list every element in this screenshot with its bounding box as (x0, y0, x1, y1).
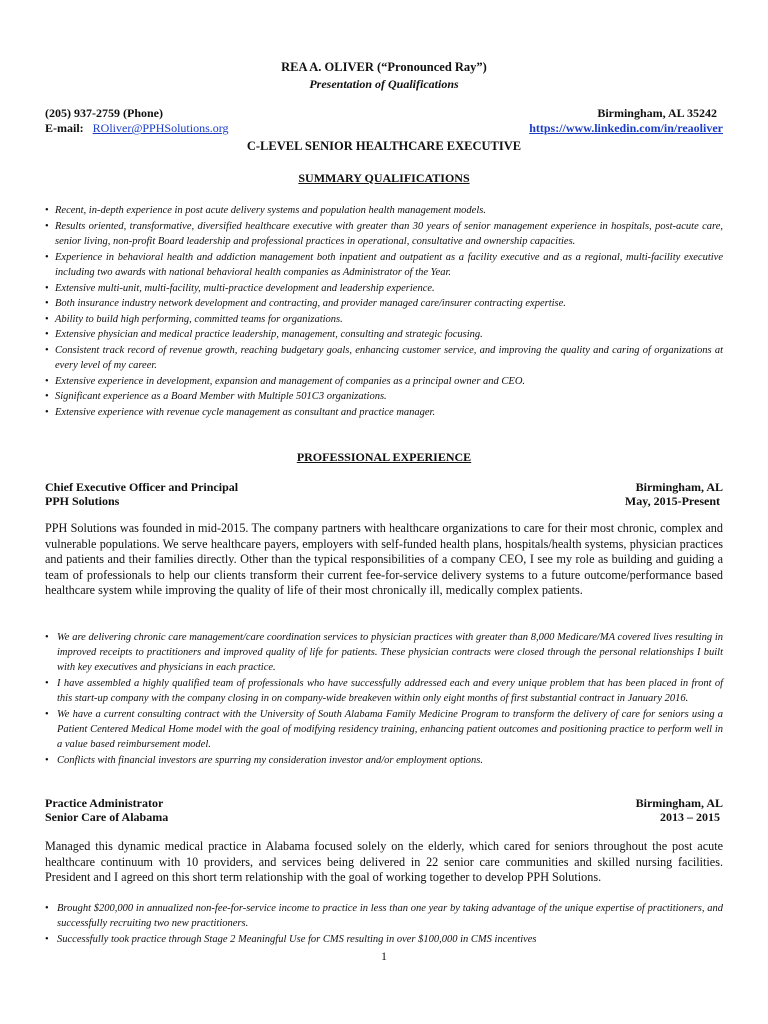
achievement-list (45, 630, 723, 769)
contact-row-phone (45, 106, 723, 121)
bullet-icon: • (45, 375, 49, 387)
bullet-icon: • (45, 329, 49, 340)
job-title: Practice Administrator (45, 796, 164, 810)
bullet-icon: • (45, 755, 49, 766)
job-title: Chief Executive Officer and Principal (45, 480, 239, 494)
bullet-icon: • (45, 298, 49, 309)
list-item: • Recent, in-depth experience in post acute delivery systems and population health management models. (45, 203, 723, 219)
summary-list (45, 203, 723, 420)
candidate-name: REA A. OLIVER (“Pronounced Ray”) (281, 60, 487, 74)
list-item: • Results oriented, transformative, diversified healthcare executive with greater than 30 years of senior management experience in hospitals, post-acute care, senior living, non-profit Board leadership and professional practices in operational, consultative and ownership capacities. (45, 220, 723, 247)
bullet-icon: • (45, 220, 49, 232)
job-title-row (45, 480, 723, 495)
job-company-row (45, 810, 723, 825)
bullet-icon: • (45, 205, 49, 216)
list-item: • Extensive experience in development, expansion and management of companies as a principal owner and CEO. (45, 374, 723, 390)
list-item: • Extensive experience with revenue cycle management as consultant and practice manager. (45, 405, 723, 421)
list-item: • Ability to build high performing, committed teams for organizations. (45, 312, 723, 328)
headline: C-LEVEL SENIOR HEALTHCARE EXECUTIVE (246, 139, 522, 153)
bullet-icon: • (45, 282, 49, 294)
list-item: • Both insurance industry network development and contracting, and provider managed care/insurer contracting expertise. (45, 296, 723, 312)
job-company: PPH Solutions (45, 494, 120, 508)
phone-number: (205) 937-2759 (Phone) (45, 106, 163, 120)
bullet-icon: • (45, 313, 49, 325)
list-item: • Brought $200,000 in annualized non-fee-for-service income to practice in less than one year by taking advantage of the unique expertise of practitioners, and successfully recruiting two new practitioners. (45, 903, 723, 929)
list-item: • Extensive multi-unit, multi-facility, multi-practice development and leadership experience. (45, 281, 723, 297)
list-item: • Conflicts with financial investors are spurring my consideration investor and/or employment options. (45, 755, 484, 766)
job-company: Senior Care of Alabama (45, 810, 169, 824)
page-number: 1 (381, 951, 387, 963)
job-title-row (45, 796, 723, 811)
achievement-list (45, 901, 723, 948)
list-item: • We have a current consulting contract with the University of South Alabama Family Medicine Program to transform the delivery of care for seniors using a Patient Centered Medical Home model with the goal of modifying residency training, enhancing patient outcomes and positioning practice to perform well in a value based reimbursement model. (45, 709, 723, 750)
experience-heading: PROFESSIONAL EXPERIENCE (296, 450, 472, 464)
email-link[interactable]: ROliver@PPHSolutions.org (92, 121, 229, 135)
list-item: • I have assembled a highly qualified team of professionals who have successfully addressed each and every unique problem that has been placed in front of this start-up company with the company closing in on company-wide breakeven within only eight months of first substantial contract in January 2016. (45, 678, 723, 704)
bullet-icon: • (45, 709, 49, 720)
list-item: • Significant experience as a Board Member with Multiple 501C3 organizations. (45, 389, 723, 405)
list-item: • We are delivering chronic care management/care coordination services to physician practices with greater than 8,000 Medicare/MA covered lives resulting in improved receipts to practitioners and improved quality of life for patients. These physician contracts were closed through the personal relationships I built with key executives and physicians in each practice. (45, 632, 723, 673)
list-item: • Successfully took practice through Stage 2 Meaningful Use for CMS resulting in over $100,000 in CMS incentives (45, 934, 537, 945)
list-item: • Extensive physician and medical practice leadership, management, consulting and strategic focusing. (45, 327, 723, 343)
location: Birmingham, AL 35242 (597, 106, 717, 120)
bullet-icon: • (45, 678, 49, 689)
bullet-icon: • (45, 391, 49, 402)
job-dates: May, 2015-Present (624, 494, 720, 508)
document-subtitle: Presentation of Qualifications (309, 77, 459, 91)
email-label: E-mail: (45, 121, 84, 135)
bullet-icon: • (45, 632, 49, 643)
job-description: PPH Solutions was founded in mid-2015. The company partners with healthcare organizations to care for their most chronic, complex and vulnerable populations. We serve healthcare payers, employers with self-funded health plans, hospitals/health systems, physician practices and patients and their families directly. Other than the typical responsibilities of a company CEO, I see my role as building and guiding a team of professionals to help our clients transform their current fee-for-service delivery systems to a future outcome/performance based healthcare system while improving the quality of life of their most chronically ill, medically complex patients. (45, 521, 723, 597)
bullet-icon: • (45, 344, 49, 356)
bullet-icon: • (45, 406, 49, 418)
list-item: • Experience in behavioral health and addiction management both inpatient and outpatient as a facility executive and as a regional, multi-facility executive including two awards with national behavioral health companies as Administrator of the Year. (45, 251, 723, 278)
job-description: Managed this dynamic medical practice in Alabama focused solely on the elderly, which cared for seniors throughout the post acute healthcare continuum with 10 providers, and services being delivered in 22 senior care communities and skilled nursing facilities. President and I agreed on this short term relationship with the goal of working together to develop PPH Solutions. (45, 839, 723, 884)
job-company-row (45, 494, 723, 509)
bullet-icon: • (45, 934, 49, 945)
bullet-icon: • (45, 251, 49, 263)
job-location: Birmingham, AL (635, 480, 723, 494)
summary-heading: SUMMARY QUALIFICATIONS (298, 171, 470, 185)
job-dates: 2013 – 2015 (660, 810, 720, 824)
job-location: Birmingham, AL (635, 796, 723, 810)
bullet-icon: • (45, 903, 49, 914)
email-block (45, 121, 229, 136)
linkedin-link[interactable]: https://www.linkedin.com/in/reaoliver (529, 121, 723, 135)
contact-row-email (45, 121, 723, 136)
resume-page (45, 0, 723, 1024)
list-item: • Consistent track record of revenue growth, reaching budgetary goals, enhancing customer service, and improving the quality and caring of organizations at every level of my career. (45, 344, 723, 371)
